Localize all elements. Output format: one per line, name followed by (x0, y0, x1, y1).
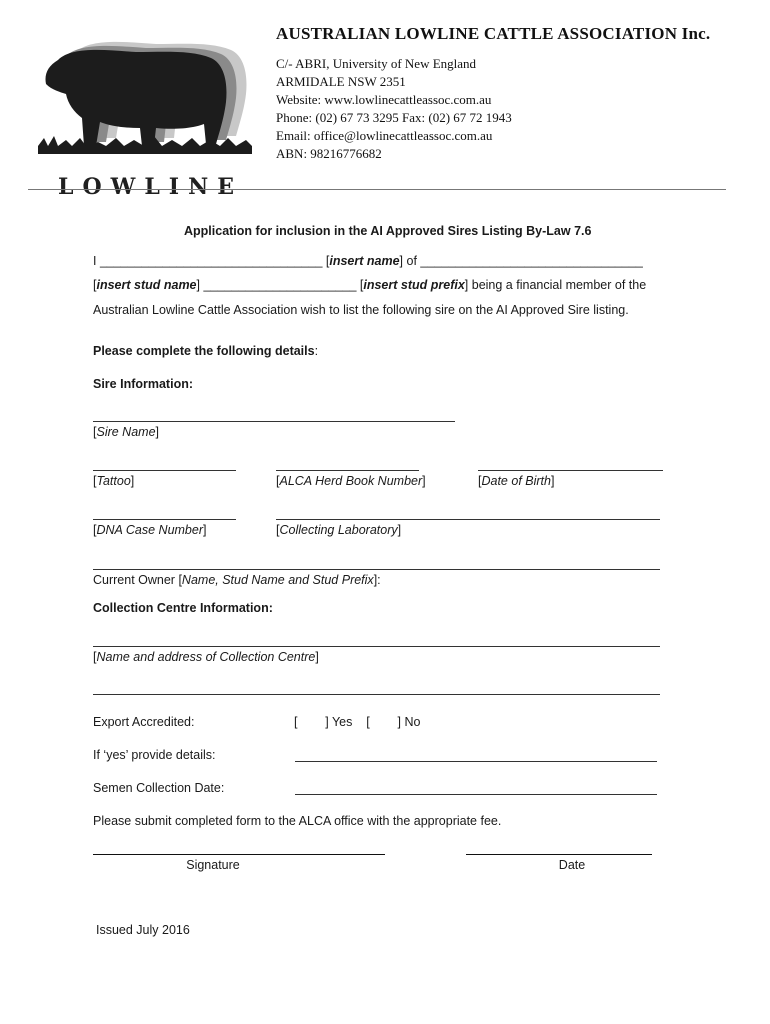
collection-centre-heading: Collection Centre Information: (93, 601, 273, 615)
export-yes-no-options[interactable]: [ ] Yes [ ] No (294, 715, 421, 729)
insert-stud-name-label: insert stud name (96, 278, 197, 292)
line1-prefix: I (93, 254, 100, 268)
stud-line: [insert stud name] ______________________ [insert stud prefix] being a financial member of the (93, 278, 647, 292)
current-owner-field[interactable] (93, 569, 660, 570)
collecting-lab-caption: [Collecting Laboratory] (276, 523, 402, 537)
line1-of: of (403, 254, 421, 268)
applicant-name-blank[interactable]: ________________________________ (99, 254, 323, 268)
complete-heading: Please complete the following details: (93, 344, 319, 358)
sire-name-caption: [Sire Name] (93, 425, 160, 439)
applicant-name-line: I ________________________________ [insert name] of ________________________________ (93, 254, 643, 268)
email-line: Email: office@lowlinecattleassoc.com.au (276, 128, 493, 143)
member-statement: Australian Lowline Cattle Association wish to list the following sire on the AI Approved Sire listing. (93, 303, 629, 317)
issued-date: Issued July 2016 (96, 923, 190, 937)
submit-instructions: Please submit completed form to the ALCA office with the appropriate fee. (93, 814, 502, 828)
logo-wordmark: LOWLINE (58, 174, 243, 200)
website-line: Website: www.lowlinecattleassoc.com.au (276, 92, 492, 107)
dna-case-caption: [DNA Case Number] (93, 523, 207, 537)
if-yes-details-label: If ‘yes’ provide details: (93, 748, 216, 762)
organization-info (276, 24, 710, 163)
signature-field[interactable] (93, 854, 385, 855)
bull-silhouette-icon (36, 24, 256, 174)
semen-collection-date-field[interactable] (295, 794, 657, 795)
form-title: Application for inclusion in the AI Approved Sires Listing By-Law 7.6 (184, 224, 592, 238)
tattoo-caption: [Tattoo] (93, 474, 135, 488)
lowline-logo (36, 24, 256, 200)
semen-collection-date-label: Semen Collection Date: (93, 781, 225, 795)
date-field[interactable] (466, 854, 652, 855)
collecting-lab-field[interactable] (276, 519, 660, 520)
dna-case-field[interactable] (93, 519, 236, 520)
address-line-1: C/- ABRI, University of New England (276, 56, 477, 71)
line2-suffix: being a financial member of the (468, 278, 647, 292)
collection-centre-field-2[interactable] (93, 694, 660, 695)
signature-label: Signature (186, 858, 240, 872)
date-of-birth-caption: [Date of Birth] (478, 474, 555, 488)
address-line-2: ARMIDALE NSW 2351 (276, 74, 406, 89)
phone-fax-line: Phone: (02) 67 73 3295 Fax: (02) 67 72 1943 (276, 110, 512, 125)
export-accredited-label: Export Accredited: (93, 715, 195, 729)
sire-info-heading: Sire Information: (93, 377, 194, 391)
herd-book-caption: [ALCA Herd Book Number] (276, 474, 426, 488)
date-of-birth-field[interactable] (478, 470, 663, 471)
header-divider (28, 189, 726, 190)
applicant-address-blank[interactable]: ________________________________ (420, 254, 643, 268)
herd-book-field[interactable] (276, 470, 419, 471)
tattoo-field[interactable] (93, 470, 236, 471)
abn-line: ABN: 98216776682 (276, 146, 382, 161)
if-yes-details-field[interactable] (295, 761, 657, 762)
insert-stud-prefix-label: insert stud prefix (363, 278, 465, 292)
current-owner-caption: Current Owner [Name, Stud Name and Stud Prefix]: (93, 573, 381, 587)
collection-centre-caption: [Name and address of Collection Centre] (93, 650, 319, 664)
date-label: Date (558, 858, 586, 872)
organization-name: AUSTRALIAN LOWLINE CATTLE ASSOCIATION Inc. (276, 24, 711, 43)
sire-name-field[interactable] (93, 421, 455, 422)
stud-name-blank[interactable]: ______________________ (200, 278, 360, 292)
insert-name-label: insert name (329, 254, 400, 268)
collection-centre-field[interactable] (93, 646, 660, 647)
